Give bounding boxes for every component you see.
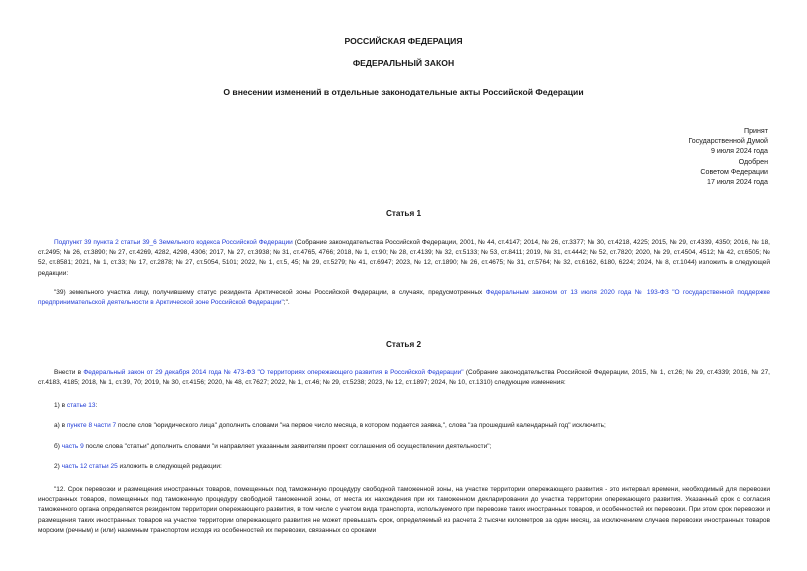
list-item-a [38, 421, 770, 431]
law-title: О внесении изменений в отдельные законодательные акты Российской Федерации [223, 87, 584, 97]
point-8-part-7-link[interactable]: пункте 8 части 7 [66, 422, 117, 429]
adoption-block [688, 126, 768, 187]
article-1-quote-end: ;". [283, 299, 290, 307]
approved-body: Советом Федерации [700, 167, 768, 176]
article-2-intro [38, 368, 770, 388]
list-item-2-pre: 2) [54, 463, 62, 470]
article-2-intro-text: (Собрание законодательства Российской Федерации, 2015, № 1, ст.26; № 29, ст.4339; 2016, № 27, ст.4183, 4185; 2018, № 1, ст.39, 70; 2019, № 30, ст.4156; 2020, № 48, ст.7627; 2022, № 1, ст.46; № 29, ст.5238; 2023, № 12, ст.1897; 2024, № 10, ст.1310) следующие изменения: [38, 369, 770, 387]
law-type-heading: ФЕДЕРАЛЬНЫЙ ЗАКОН [352, 58, 455, 68]
article-2-title: Статья 2 [385, 340, 422, 349]
list-item-1 [38, 401, 770, 411]
article-1-quote [38, 288, 770, 308]
federal-law-473-link[interactable]: Федеральный закон от 29 декабря 2014 года № 473-ФЗ "О территориях опережающего развития в Российской Федерации" [83, 369, 464, 376]
list-item-a-text: после слов "юридического лица" дополнить словами "на первое число месяца, в котором подается заявка,", слова "за прошедший календарный год" исключить; [116, 422, 606, 429]
list-item-2-text: изложить в следующей редакции: [117, 463, 222, 470]
quoted-part-12: "12. Срок перевозки и размещения иностранных товаров, помещенных под таможенную процедуру свободной таможенной зоны, на участке территории опережающего развития - это интервал времени, необходимый для перевозки иностранных товаров, помещенных под таможенную процедуру свободной таможенной зоны, от места их нахождения при их таможенном декларировании до участка территории опережающего развития. Указанный срок с согласия таможенного органа определяется резидентом территории опережающего развития, в том числе с учетом вида транспорта, используемого при перевозке таких иностранных товаров, и особенностей их перевозки. При этом срок перевозки и размещения таких иностранных товаров на участке территории опережающего развития не может превышать срок, определяемый из расчета 2 тысячи километров за один месяц, за исключением случаев перевозки иностранных товаров морским (речным) и (или) наземным транспортом исходя из особенностей их перевозки, связанных со сроками [38, 486, 770, 534]
list-item-b [38, 442, 770, 452]
article-1-quote-text: "39) земельного участка лицу, получившему статус резидента Арктической зоны Российской Федерации, в случаях, предусмотренных [54, 289, 486, 296]
adopted-date: 9 июля 2024 года [710, 147, 768, 156]
part-9-link[interactable]: часть 9 [61, 443, 84, 450]
adopted-body: Государственной Думой [688, 137, 768, 146]
approved-label: Одобрен [738, 157, 768, 166]
article-13-link[interactable]: статье 13 [66, 402, 96, 409]
part-12-article-25-link[interactable]: часть 12 статьи 25 [61, 463, 118, 470]
article-1-paragraph [38, 238, 770, 279]
land-code-link[interactable]: Подпункт 39 пункта 2 статьи 39_6 Земельного кодекса Российской Федерации [54, 239, 293, 246]
list-item-1-pre: 1) в [54, 402, 67, 409]
list-item-a-pre: а) в [54, 422, 67, 429]
article-1-paragraph-text: (Собрание законодательства Российской Федерации, 2001, № 44, ст.4147; 2014, № 26, ст.3377; № 30, ст.4218, 4225; 2015, № 29, ст.4339, 4350; 2016, № 18, ст.2495; № 26, ст.3890; № 27, ст.4269, 4282, 4298, 4306; 2017, № 27, ст.3938; № 31, ст.4765, 4766; 2018, № 1, ст.90; № 28, ст.4139; № 32, ст.5133; № 53, ст.8411; 2019, № 31, ст.4442; № 52, ст.7820; 2020, № 29, ст.4504, 4512; № 42, ст.6505; № 52, ст.8581; 2021, № 1, ст.33; № 17, ст.2878; № 27, ст.5054, 5101; 2022, № 1, ст.5, 45; № 29, ст.5279; № 41, ст.6947; 2023, № 12, ст.1890; № 26, ст.4675; № 31, ст.5764; № 32, ст.6162, 6180, 6224; 2024, № 8, ст.1044) изложить в следующей редакции: [38, 239, 770, 277]
approved-date: 17 июля 2024 года [707, 178, 768, 187]
article-1-title: Статья 1 [385, 209, 422, 218]
country-heading: РОССИЙСКАЯ ФЕДЕРАЦИЯ [344, 36, 463, 46]
article-2-intro-pre: Внести в [54, 369, 84, 376]
list-item-b-text: после слова "статьи" дополнить словами "и направляет указанным заявителям проект соглашения об осуществлении деятельности"; [83, 443, 492, 450]
federal-law-193-link[interactable]: Федеральным законом от 13 июля 2020 года № 193-ФЗ "О государственной поддержке предпринимательской деятельности в Арктической зоне Российской Федерации" [38, 289, 771, 307]
list-item-b-pre: б) [54, 443, 62, 450]
list-item-2 [38, 462, 770, 472]
list-item-1-end: : [95, 402, 98, 409]
adopted-label: Принят [743, 127, 768, 135]
